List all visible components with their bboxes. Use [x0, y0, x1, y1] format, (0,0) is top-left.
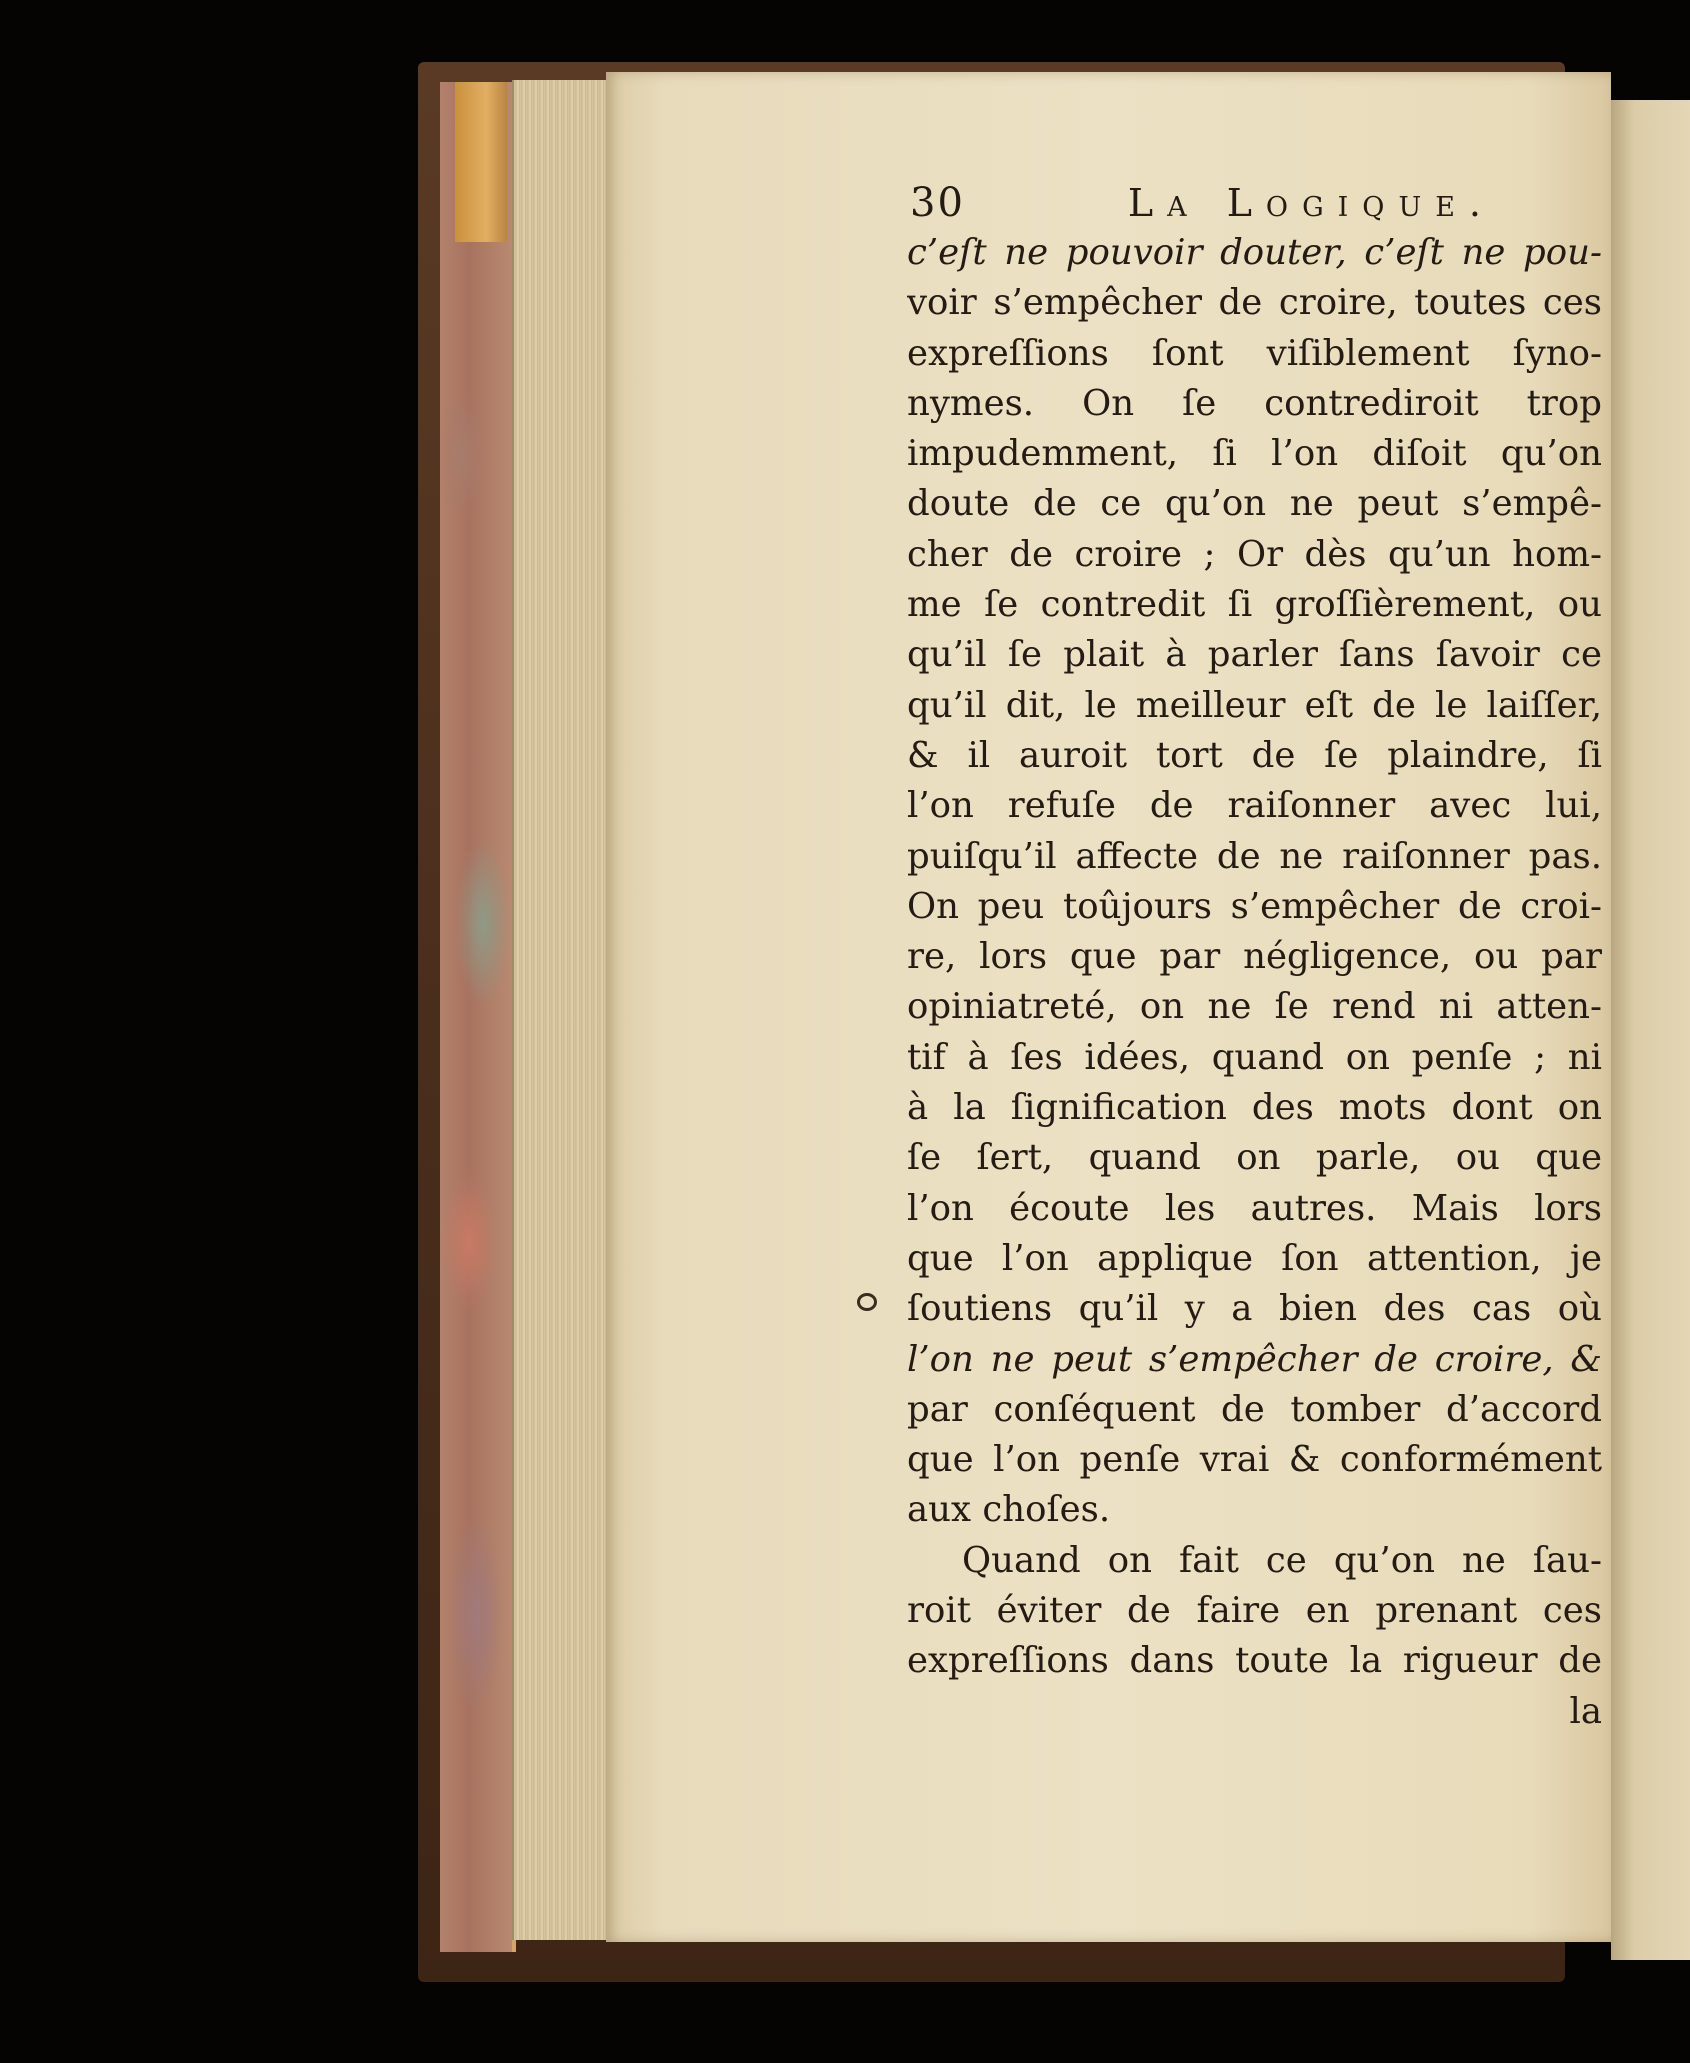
- text-line: nymes. On ſe contrediroit trop: [907, 382, 1602, 424]
- text-line: aux choſes.: [907, 1489, 1111, 1531]
- marbled-endpaper: [440, 82, 516, 1952]
- text-line: qu’il ſe plait à parler ſans ſavoir ce: [907, 634, 1602, 676]
- text-line: opiniatreté, on ne ſe rend ni atten-: [907, 986, 1602, 1028]
- text-line: l’on écoute les autres. Mais lors: [907, 1187, 1602, 1229]
- margin-ink-mark: [857, 1293, 877, 1311]
- text-line: cher de croire ; Or dès qu’un hom-: [907, 533, 1602, 575]
- text-line: ſe ſert, quand on parle, ou que: [907, 1137, 1602, 1179]
- text-line: & il auroit tort de ſe plaindre, ſi: [907, 734, 1602, 776]
- text-line: tif à ſes idées, quand on penſe ; ni: [907, 1036, 1602, 1078]
- text-line: à la ſignification des mots dont on: [907, 1087, 1602, 1129]
- gilt-edge: [455, 82, 507, 242]
- text-line: que l’on penſe vrai & conformément: [907, 1439, 1602, 1481]
- page-header: [910, 178, 1495, 228]
- text-line: expreſſions ſont viſiblement ſyno-: [907, 332, 1602, 374]
- page-edges: [512, 80, 614, 1940]
- page-number: 30: [910, 180, 965, 226]
- text-line: que l’on applique ſon attention, je: [907, 1237, 1602, 1279]
- catchword: la: [1569, 1690, 1602, 1732]
- text-line: re, lors que par négligence, ou par: [907, 936, 1602, 978]
- text-line: Quand on fait ce qu’on ne ſau-: [962, 1539, 1602, 1581]
- text-line: me ſe contredit ſi groſſièrement, ou: [907, 584, 1602, 626]
- text-line: qu’il dit, le meilleur eſt de le laiſſer,: [907, 684, 1602, 726]
- text-line: l’on ne peut s’empêcher de croire, &: [907, 1338, 1602, 1380]
- text-line: c’eſt ne pouvoir douter, c’eſt ne pou-: [907, 232, 1602, 273]
- right-page-edge: [1611, 100, 1690, 1960]
- text-line: expreſſions dans toute la rigueur de: [907, 1640, 1602, 1682]
- running-head: La Logique.: [1127, 181, 1495, 225]
- text-line: doute de ce qu’on ne peut s’empê-: [907, 483, 1602, 525]
- text-line-content: voir s’empêcher de croire, toutes ces: [907, 282, 1602, 324]
- text-line: impudemment, ſi l’on diſoit qu’on: [907, 433, 1602, 475]
- page-text: [907, 178, 1607, 1737]
- text-line: [907, 278, 1602, 328]
- text-line: On peu toûjours s’empêcher de croi-: [907, 885, 1602, 927]
- text-line: par conſéquent de tomber d’accord: [907, 1388, 1602, 1430]
- text-line: roit éviter de faire en prenant ces: [907, 1590, 1602, 1632]
- text-line: puiſqu’il affecte de ne raiſonner pas.: [907, 835, 1602, 877]
- text-line: l’on refuſe de raiſonner avec lui,: [907, 785, 1602, 827]
- text-line: ſoutiens qu’il y a bien des cas où: [907, 1288, 1602, 1330]
